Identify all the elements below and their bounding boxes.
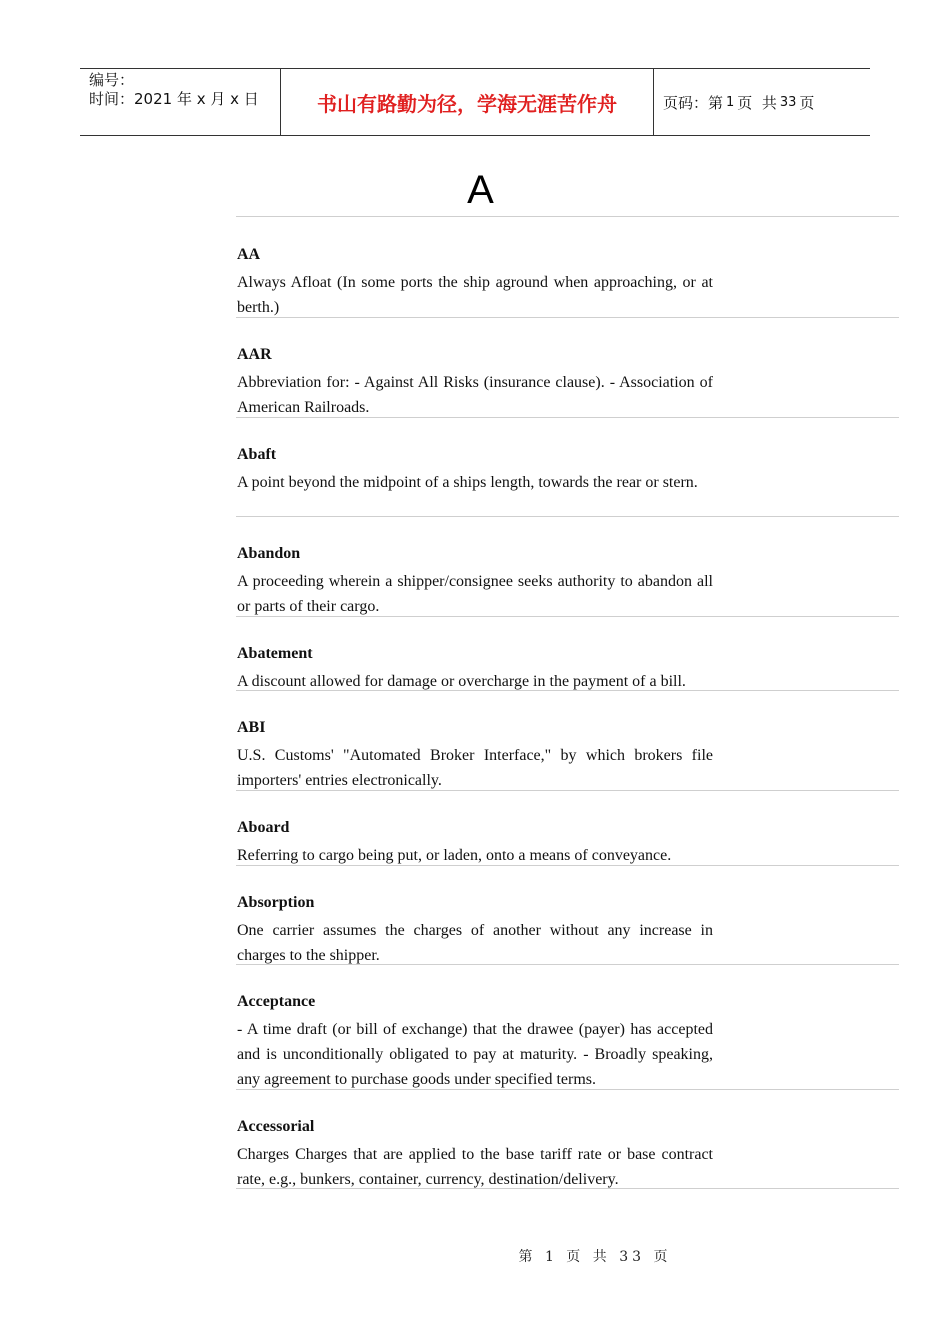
entry-definition: Abbreviation for: - Against All Risks (insurance clause). - Association of American Railroads. <box>237 374 713 416</box>
entry-term: AAR <box>237 346 272 363</box>
page-header <box>80 68 870 136</box>
entry-definition: A proceeding wherein a shipper/consignee seeks authority to abandon all or parts of their cargo. <box>237 573 713 615</box>
entry-definition: Charges Charges that are applied to the base tariff rate or base contract rate, e.g., bunkers, container, currency, destination/delivery. <box>237 1146 713 1188</box>
entry-term: AA <box>237 246 261 263</box>
page-suffix: 页 <box>799 93 815 112</box>
header-page-info <box>654 69 870 135</box>
entry-divider <box>236 690 899 691</box>
entry-divider <box>236 865 899 866</box>
entry-term: Abatement <box>237 645 313 662</box>
page-prefix: 页码：第 <box>663 93 724 112</box>
entry-divider <box>236 964 899 965</box>
entry-term: Absorption <box>237 894 315 911</box>
entry-definition: - A time draft (or bill of exchange) that the drawee (payer) has accepted and is unconditionally obligated to pay at maturity. - Broadly speaking, any agreement to purchase goods under specified terms. <box>237 1021 713 1088</box>
entry-term: Acceptance <box>237 993 316 1010</box>
glossary-entry <box>237 1117 713 1192</box>
glossary-entry <box>237 445 713 495</box>
section-letter: A <box>467 168 494 212</box>
glossary-entry <box>237 345 713 420</box>
entry-divider <box>236 516 899 517</box>
entry-term: ABI <box>237 719 266 736</box>
header-motto: 书山有路勤为径，学海无涯苦作舟 <box>281 69 654 135</box>
header-meta <box>80 69 281 135</box>
page-current: 1 <box>726 94 735 110</box>
glossary-entry <box>237 718 713 793</box>
page-mid: 页 共 <box>737 93 777 112</box>
page-footer: 第 1 页 共 33 页 <box>518 1249 672 1265</box>
glossary-entry <box>237 245 713 320</box>
entry-term: Aboard <box>237 819 290 836</box>
time-label: 时间：2021 年 x 月 x 日 <box>89 90 259 108</box>
section-divider <box>236 216 899 217</box>
glossary-entry <box>237 544 713 619</box>
glossary-entry <box>237 644 713 694</box>
entry-definition: One carrier assumes the charges of another without any increase in charges to the shipper. <box>237 922 713 964</box>
serial-label: 编号： <box>89 71 135 89</box>
entry-definition: A discount allowed for damage or overcharge in the payment of a bill. <box>237 673 686 690</box>
entry-term: Abandon <box>237 545 301 562</box>
entry-definition: U.S. Customs' "Automated Broker Interface," by which brokers file importers' entries electronically. <box>237 747 713 789</box>
entry-divider <box>236 1188 899 1189</box>
entry-divider <box>236 417 899 418</box>
entry-definition: A point beyond the midpoint of a ships length, towards the rear or stern. <box>237 474 698 491</box>
glossary-entry <box>237 992 713 1092</box>
entry-divider <box>236 317 899 318</box>
entry-divider <box>236 1089 899 1090</box>
entry-definition: Always Afloat (In some ports the ship aground when approaching, or at berth.) <box>237 274 713 316</box>
entry-term: Abaft <box>237 446 277 463</box>
glossary-entry <box>237 893 713 968</box>
entry-divider <box>236 616 899 617</box>
glossary-entry <box>237 818 713 868</box>
page-total: 33 <box>779 94 797 110</box>
entry-definition: Referring to cargo being put, or laden, onto a means of conveyance. <box>237 847 672 864</box>
entry-term: Accessorial <box>237 1118 315 1135</box>
entry-divider <box>236 790 899 791</box>
